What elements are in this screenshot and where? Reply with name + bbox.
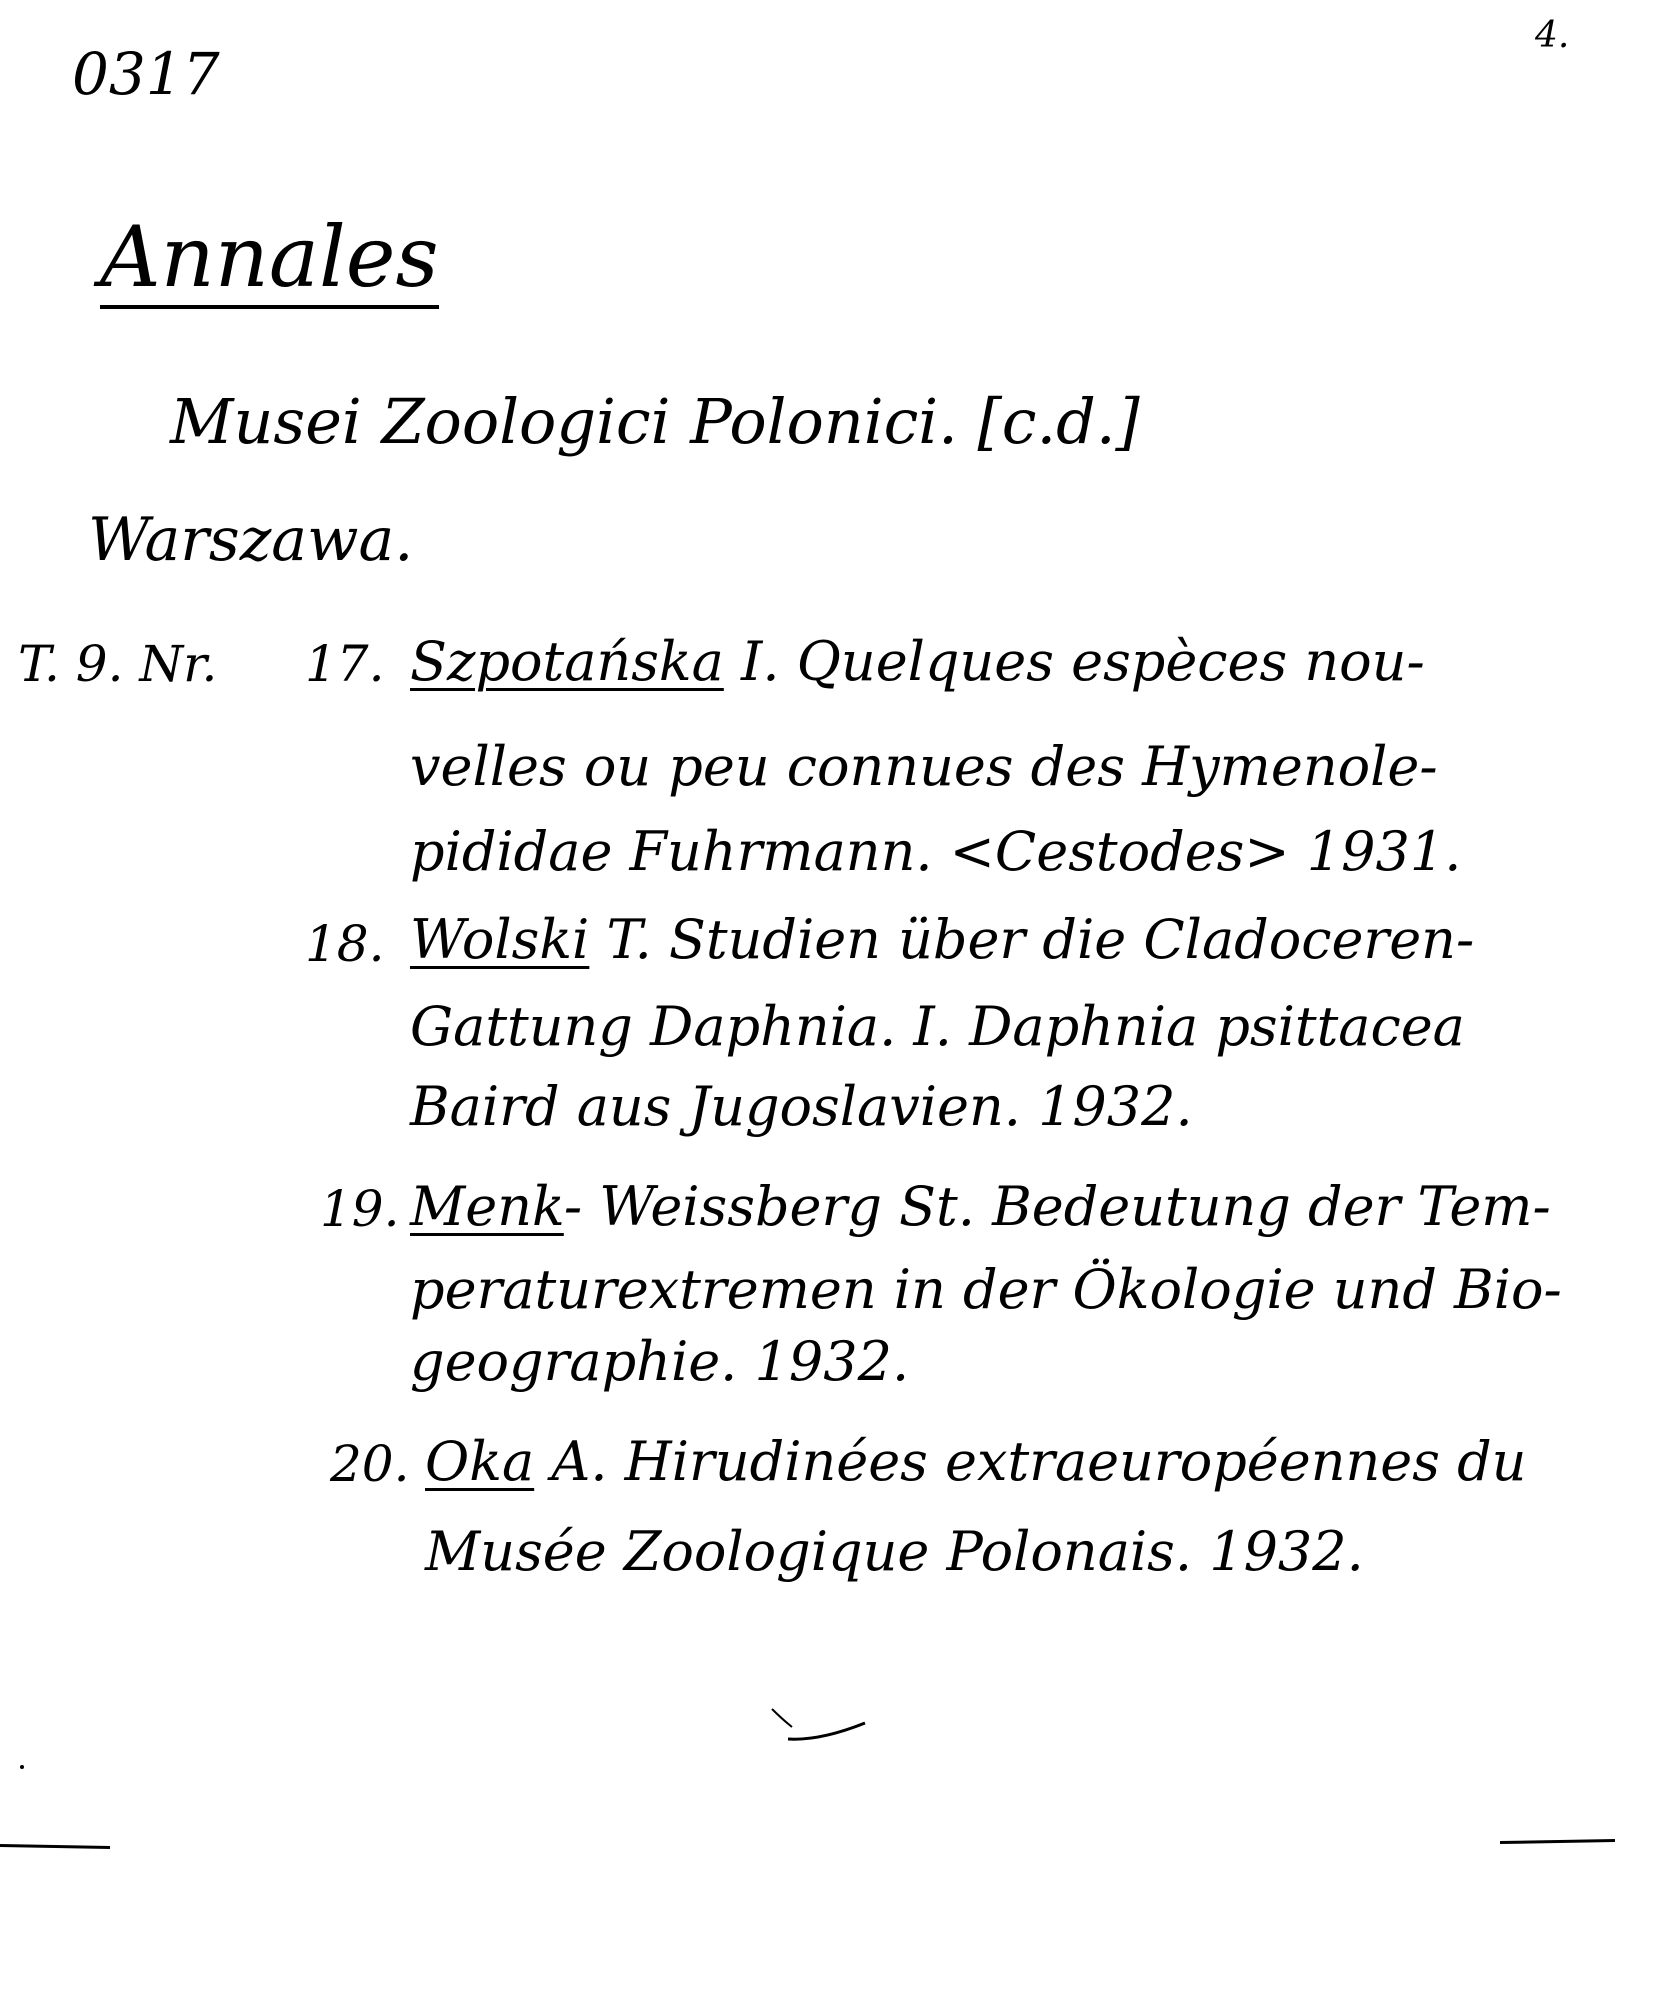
- entry-line-text: - Weissberg St. Bedeutung der Tem-: [563, 1175, 1551, 1238]
- entry-line-text: A. Hirudinées extraeuropéennes du: [534, 1430, 1527, 1493]
- ink-speck: [20, 1765, 24, 1769]
- entry-line: [425, 1430, 1526, 1493]
- card-edge-mark-right: [1500, 1839, 1615, 1844]
- entry-line: pididae Fuhrmann. <Cestodes> 1931.: [410, 820, 1462, 883]
- entry-line: [410, 630, 1425, 693]
- entry-line: peraturextremen in der Ökologie und Bio-: [410, 1258, 1562, 1321]
- entry-number: 18.: [305, 915, 385, 973]
- entry-author: Wolski: [410, 908, 590, 971]
- page-marker: 4.: [1535, 15, 1570, 56]
- entry-author: Szpotańska: [410, 630, 724, 693]
- entry-line: [410, 908, 1474, 971]
- entry-number: 17.: [305, 635, 385, 693]
- entry-line: Gattung Daphnia. I. Daphnia psittacea: [410, 995, 1465, 1058]
- pen-scribble: [770, 1705, 880, 1755]
- entry-line: geographie. 1932.: [410, 1330, 910, 1393]
- entry-line: Musée Zoologique Polonais. 1932.: [425, 1520, 1364, 1583]
- publication-place: Warszawa.: [88, 505, 414, 575]
- card-edge-mark-left: [0, 1844, 110, 1849]
- entry-author: Oka: [425, 1430, 535, 1493]
- entry-line: velles ou peu connues des Hymenole-: [410, 735, 1438, 798]
- entry-line: Baird aus Jugoslavien. 1932.: [410, 1075, 1193, 1138]
- card-number: 0317: [72, 40, 220, 108]
- entry-number: 19.: [320, 1180, 400, 1238]
- entry-line-text: I. Quelques espèces nou-: [723, 630, 1425, 693]
- entry-line: [410, 1175, 1551, 1238]
- entry-number: 20.: [330, 1435, 410, 1493]
- entry-author: Menk: [410, 1175, 564, 1238]
- entry-line-text: T. Studien über die Cladoceren-: [589, 908, 1475, 971]
- volume-number: T. 9. Nr.: [18, 635, 218, 693]
- journal-subtitle: Musei Zoologici Polonici. [c.d.]: [170, 385, 1140, 458]
- journal-title: Annales: [100, 215, 439, 309]
